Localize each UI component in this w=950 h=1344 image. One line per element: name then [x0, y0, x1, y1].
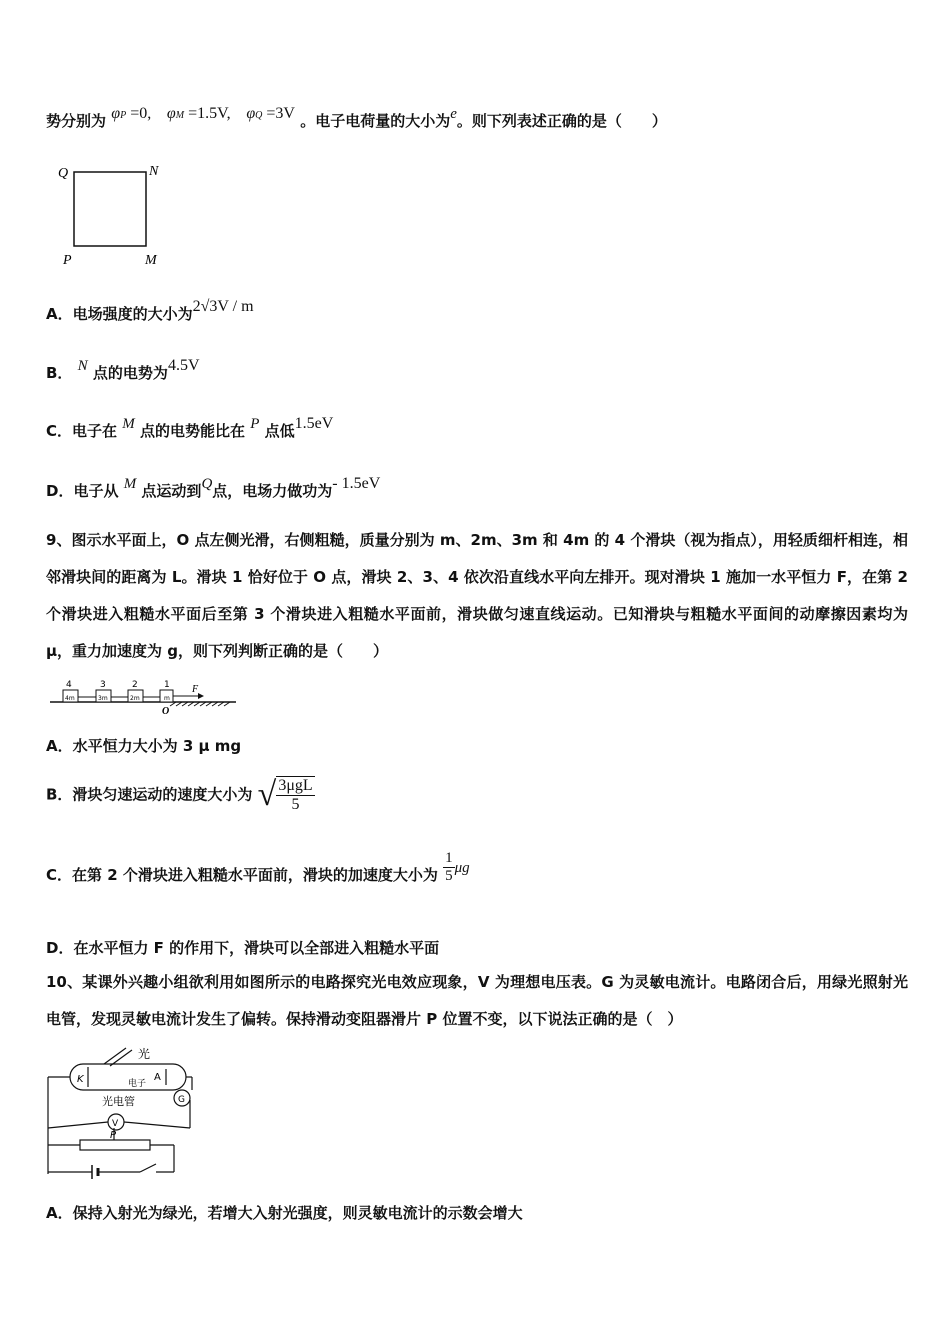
option-9b — [46, 776, 315, 814]
option-math: 2√3V / m — [192, 298, 254, 315]
mass-m: m — [164, 695, 170, 702]
force-arrowhead — [198, 693, 204, 699]
option-text: D．电子从 — [46, 482, 119, 500]
option-8a — [46, 298, 254, 324]
sqrt-denominator: 5 — [291, 796, 300, 813]
label-3: 3 — [100, 680, 106, 690]
phi-p: φP =0, — [111, 105, 152, 122]
option-text: 点，电场力做功为 — [212, 482, 333, 500]
label-k: K — [77, 1074, 84, 1085]
option-text: A．电场强度的大小为 — [46, 305, 193, 323]
var-p: P — [250, 416, 260, 432]
label-2: 2 — [132, 680, 138, 690]
option-9a: A．水平恒力大小为 3 μ mg — [46, 737, 242, 755]
mass-2m: 2m — [130, 695, 140, 702]
square-outline — [74, 172, 146, 246]
mu-g: μg — [454, 860, 470, 876]
sliders-figure — [46, 676, 246, 716]
light-ray — [104, 1048, 126, 1064]
mass-4m: 4m — [65, 695, 75, 702]
label-q: Q — [58, 166, 69, 181]
option-text: 点的电势能比在 — [139, 422, 245, 440]
wire-v-right — [124, 1122, 190, 1128]
fraction-numerator: 1 — [445, 850, 453, 866]
question-8-stem-tail — [46, 105, 667, 131]
var-q: Q — [201, 476, 213, 492]
label-4: 4 — [66, 680, 72, 690]
label-a: A — [154, 1072, 161, 1083]
fraction-denominator: 5 — [445, 868, 453, 884]
question-9-stem: 9、图示水平面上，O 点左侧光滑，右侧粗糙，质量分别为 m、2m、3m 和 4m 的 4 个滑块（视为指点），用轻质细杆相连，相邻滑块间的距离为 L。滑块 1 恰好位于 O 点，滑块 2、3、4 依次沿直线水平向左排开。现对滑块 1 施加一水平恒力 F，在第 2 个滑块进入粗糙水平面后至第 3 个滑块进入粗糙水平面前，滑块做匀速直线运动。已知滑块与粗糙水平面间的动摩擦因素均为 μ，重力加速度为 g，则下列判断正确的是（ ） — [46, 531, 908, 660]
rheostat — [80, 1140, 150, 1150]
label-v: V — [112, 1119, 119, 1129]
label-phototube: 光电管 — [102, 1095, 135, 1108]
option-10a: A．保持入射光为绿光，若增大入射光强度，则灵敏电流计的示数会增大 — [46, 1204, 523, 1222]
label-n: N — [149, 164, 159, 179]
option-text: B． — [46, 364, 73, 382]
mass-3m: 3m — [98, 695, 108, 702]
label-electron: 电子 — [128, 1079, 147, 1089]
phi-m: φM =1.5V, — [166, 105, 231, 122]
label-p: P — [110, 1130, 117, 1141]
sqrt-numerator: 3μgL — [278, 777, 313, 794]
option-math: 1.5eV — [294, 415, 334, 432]
var-m: M — [122, 416, 135, 432]
var-n: N — [77, 358, 88, 374]
option-text: C．电子在 — [46, 422, 118, 440]
label-1: 1 — [164, 680, 170, 690]
option-text: 点的电势为 — [92, 364, 168, 382]
square-figure — [55, 160, 175, 272]
option-math: - 1.5eV — [332, 475, 381, 492]
option-8c — [46, 415, 334, 441]
label-m: M — [145, 253, 157, 268]
label-o: O — [162, 706, 170, 716]
question-10-stem: 10、某课外兴趣小组欲利用如图所示的电路探究光电效应现象，V 为理想电压表。G 为灵敏电流计。电路闭合后，用绿光照射光电管，发现灵敏电流计发生了偏转。保持滑动变阻器滑片 P 位置不变，以下说法正确的是（ ） — [46, 973, 908, 1028]
option-9d: D．在水平恒力 F 的作用下，滑块可以全部进入粗糙水平面 — [46, 939, 440, 957]
label-p: P — [63, 253, 72, 268]
label-f: F — [192, 684, 199, 695]
circuit-figure — [44, 1042, 204, 1180]
phi-q: φQ =3V — [246, 105, 295, 122]
label-light: 光 — [138, 1047, 151, 1061]
sqrt-expression: √ $\frac{\text{3μgL}}{5}$ — [257, 776, 313, 813]
option-8d — [46, 475, 381, 501]
var-m: M — [123, 476, 137, 492]
option-text: 点运动到 — [141, 482, 202, 500]
option-8b — [46, 357, 200, 383]
label-g: G — [178, 1095, 185, 1105]
text-prefix: 势分别为 — [46, 112, 107, 130]
option-math: 4.5V — [167, 357, 200, 374]
option-9c — [46, 850, 470, 893]
text-mid: 。电子电荷量的大小为 — [300, 112, 451, 130]
option-text: C．在第 2 个滑块进入粗糙水平面前，滑块的加速度大小为 — [46, 866, 438, 884]
option-text: 点低 — [264, 422, 295, 440]
option-text: B．滑块匀速运动的速度大小为 — [46, 785, 253, 804]
charge-e: e — [450, 106, 457, 122]
wire-v-left — [48, 1122, 108, 1128]
switch — [140, 1164, 156, 1172]
text-suffix: 。则下列表述正确的是（ ） — [456, 112, 667, 130]
